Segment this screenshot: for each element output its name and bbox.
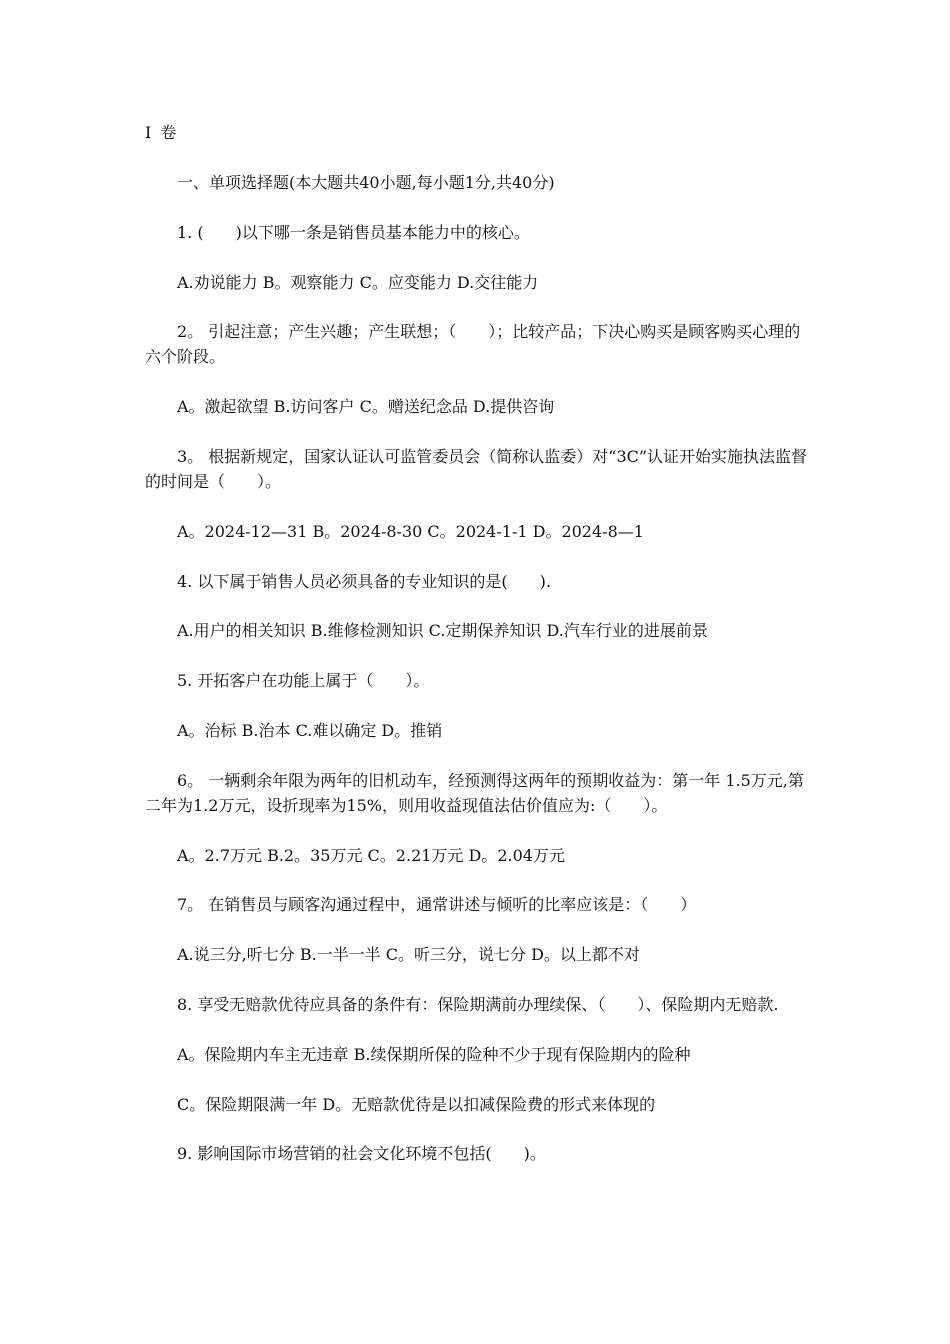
question-stem-3: 3。 根据新规定，国家认证认可监管委员会（简称认监委）对“3C”认证开始实施执法监督的时间是（ ）。	[145, 446, 808, 491]
section-title: 一、单项选择题(本大题共40小题,每小题1分,共40分)	[177, 173, 555, 192]
question-stem-8: 8. 享受无赔款优待应具备的条件有：保险期满前办理续保、（ ）、保险期内无赔款.	[177, 994, 779, 1014]
question-options-3: A。2024-12—31 B。2024-8-30 C。2024-1-1 D。2024-8—1	[177, 521, 644, 541]
question-options-8a: A。保险期内车主无违章 B.续保期所保的险种不少于现有保险期内的险种	[177, 1044, 691, 1064]
question-options-6: A。2.7万元 B.2。35万元 C。2.21万元 D。2.04万元	[177, 845, 565, 865]
question-options-8b: C。保险期限满一年 D。无赔款优待是以扣减保险费的形式来体现的	[177, 1094, 656, 1114]
question-stem-4: 4. 以下属于销售人员必须具备的专业知识的是( ).	[177, 571, 551, 591]
question-stem-5: 5. 开拓客户在功能上属于（ ）。	[177, 671, 430, 691]
question-stem-6: 6。 一辆剩余年限为两年的旧机动车，经预测得这两年的预期收益为：第一年 1.5万元,第二年为1.2万元，设折现率为15%，则用收益现值法估价值应为:（ ）。	[145, 770, 804, 815]
question-stem-7: 7。 在销售员与顾客沟通过程中，通常讲述与倾听的比率应该是：（ ）	[177, 895, 697, 915]
question-stem-2: 2。 引起注意；产生兴趣；产生联想；（ ）；比较产品；下决心购买是顾客购买心理的六个阶段。	[145, 322, 801, 367]
question-options-2: A。激起欲望 B.访问客户 C。赠送纪念品 D.提供咨询	[177, 397, 555, 417]
volume-label: Ⅰ 卷	[145, 123, 179, 142]
question-options-1: A.劝说能力 B。观察能力 C。应变能力 D.交往能力	[177, 272, 539, 292]
question-options-7: A.说三分,听七分 B.一半一半 C。听三分，说七分 D。以上都不对	[177, 945, 640, 965]
document-content	[145, 120, 810, 1191]
question-stem-1: 1. ( )以下哪一条是销售员基本能力中的核心。	[177, 222, 530, 242]
question-stem-9: 9. 影响国际市场营销的社会文化环境不包括( )。	[177, 1144, 546, 1164]
question-options-4: A.用户的相关知识 B.维修检测知识 C.定期保养知识 D.汽车行业的进展前景	[177, 621, 708, 641]
question-options-5: A。治标 B.治本 C.难以确定 D。推销	[177, 720, 443, 740]
